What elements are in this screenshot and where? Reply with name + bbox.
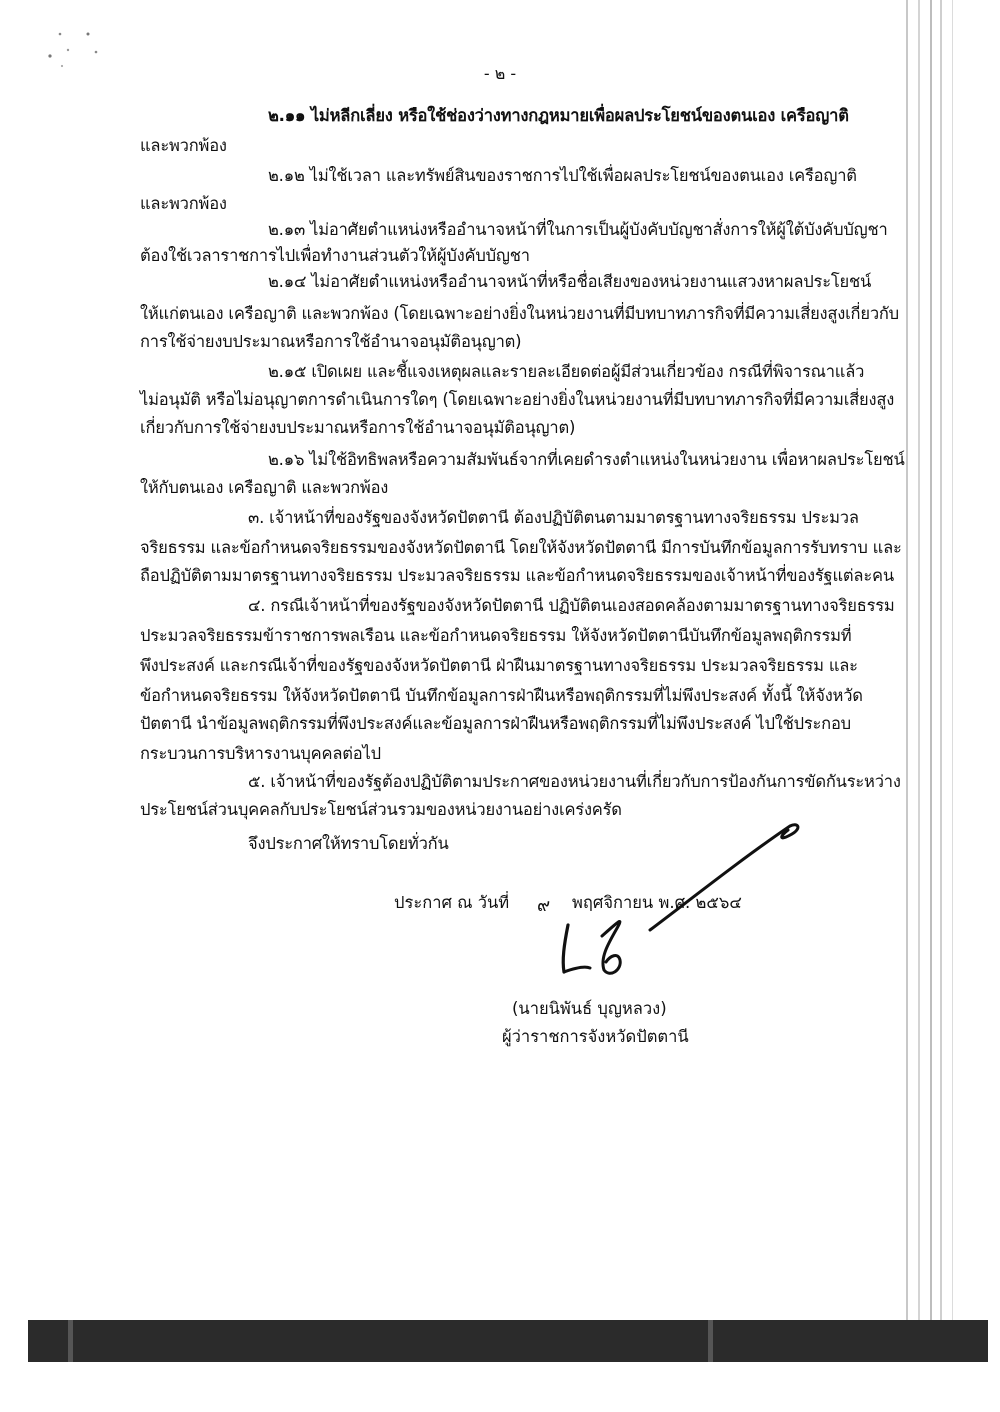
clause-2-11: ๒.๑๑ ไม่หลีกเลี่ยง หรือใช้ช่องว่างทางกฎหมายเพื่อผลประโยชน์ของตนเอง เครือญาติ (268, 106, 849, 125)
clause-3-cont: จริยธรรม และข้อกำหนดจริยธรรมของจังหวัดปัตตานี โดยให้จังหวัดปัตตานี มีการบันทึกข้อมูลการรับทราบ และ (140, 538, 902, 557)
scan-edge-line (940, 0, 942, 1320)
signatory-name: (นายนิพันธ์ บุญหลวง) (512, 999, 667, 1018)
clause-2-15: ๒.๑๕ เปิดเผย และชี้แจงเหตุผลและรายละเอียดต่อผู้มีส่วนเกี่ยวข้อง กรณีที่พิจารณาแล้ว (268, 362, 865, 381)
clause-2-16: ๒.๑๖ ไม่ใช้อิทธิพลหรือความสัมพันธ์จากที่เคยดำรงตำแหน่งในหน่วยงาน เพื่อหาผลประโยชน์ (268, 450, 905, 469)
closing-statement: จึงประกาศให้ทราบโดยทั่วกัน (248, 834, 449, 853)
clause-4-cont: กระบวนการบริหารงานบุคคลต่อไป (140, 744, 381, 763)
clause-2-12: ๒.๑๒ ไม่ใช้เวลา และทรัพย์สินของราชการไปใช้เพื่อผลประโยชน์ของตนเอง เครือญาติ (268, 166, 857, 185)
scan-edge-line (930, 0, 932, 1320)
page-number: - ๒ - (483, 64, 517, 83)
clause-2-14-cont: การใช้จ่ายงบประมาณหรือการใช้อำนาจอนุมัติอนุญาต) (140, 332, 522, 351)
clause-2-14: ๒.๑๔ ไม่อาศัยตำแหน่งหรืออำนาจหน้าที่หรือชื่อเสียงของหน่วยงานแสวงหาผลประโยชน์ (268, 272, 872, 291)
scan-edge-line (918, 0, 920, 1320)
announcement-day: ๙ (537, 895, 551, 916)
clause-5-cont: ประโยชน์ส่วนบุคคลกับประโยชน์ส่วนรวมของหน่วยงานอย่างเคร่งครัด (140, 800, 622, 819)
clause-2-13-cont: ต้องใช้เวลาราชการไปเพื่อทำงานส่วนตัวให้ผู้บังคับบัญชา (140, 246, 530, 265)
clause-2-14-cont: ให้แก่ตนเอง เครือญาติ และพวกพ้อง (โดยเฉพาะอย่างยิ่งในหน่วยงานที่มีบทบาทภารกิจที่มีความเสี่ยงสูงเกี่ยวกับ (140, 304, 899, 323)
clause-2-15-cont: ไม่อนุมัติ หรือไม่อนุญาตการดำเนินการใดๆ (โดยเฉพาะอย่างยิ่งในหน่วยงานที่มีบทบาทภารกิจที่มีความเสี่ยงสูง (140, 390, 895, 409)
signature-flourish (540, 820, 820, 1000)
clause-4-cont: พึงประสงค์ และกรณีเจ้าที่ของรัฐของจังหวัดปัตตานี ฝ่าฝืนมาตรฐานทางจริยธรรม ประมวลจริยธรรม และ (140, 656, 858, 675)
clause-2-12-cont: และพวกพ้อง (140, 194, 227, 213)
scan-edge-line (952, 0, 953, 1320)
clause-2-13: ๒.๑๓ ไม่อาศัยตำแหน่งหรืออำนาจหน้าที่ในการเป็นผู้บังคับบัญชาสั่งการให้ผู้ใต้บังคับบัญชา (268, 220, 888, 239)
scan-bottom-bar (28, 1320, 988, 1362)
clause-4: ๔. กรณีเจ้าหน้าที่ของรัฐของจังหวัดปัตตานี ปฏิบัติตนเองสอดคล้องตามมาตรฐานทางจริยธรรม (248, 596, 895, 615)
announcement-month-year: พฤศจิกายน พ.ศ. ๒๕๖๔ (572, 893, 742, 912)
announcement-date-prefix: ประกาศ ณ วันที่ (394, 893, 510, 912)
clause-4-cont: ประมวลจริยธรรมข้าราชการพลเรือน และข้อกำหนดจริยธรรม ให้จังหวัดปัตตานีบันทึกข้อมูลพฤติกรรมที่ (140, 626, 852, 645)
clause-2-15-cont: เกี่ยวกับการใช้จ่ายงบประมาณหรือการใช้อำนาจอนุมัติอนุญาต) (140, 418, 576, 437)
clause-4-cont: ปัตตานี นำข้อมูลพฤติกรรมที่พึงประสงค์และข้อมูลการฝ่าฝืนหรือพฤติกรรมที่ไม่พึงประสงค์ ไปใช้ประกอบ (140, 714, 851, 733)
clause-3: ๓. เจ้าหน้าที่ของรัฐของจังหวัดปัตตานี ต้องปฏิบัติตนตามมาตรฐานทางจริยธรรม ประมวล (248, 508, 859, 527)
clause-3-cont: ถือปฏิบัติตามมาตรฐานทางจริยธรรม ประมวลจริยธรรม และข้อกำหนดจริยธรรมของเจ้าหน้าที่ของรัฐแต่ละคน (140, 566, 894, 585)
clause-2-16-cont: ให้กับตนเอง เครือญาติ และพวกพ้อง (140, 478, 389, 497)
clause-5: ๕. เจ้าหน้าที่ของรัฐต้องปฏิบัติตามประกาศของหน่วยงานที่เกี่ยวกับการป้องกันการขัดกันระหว่าง (248, 772, 901, 791)
scan-edge-line (906, 0, 908, 1320)
clause-2-11-cont: และพวกพ้อง (140, 136, 227, 155)
signatory-position: ผู้ว่าราชการจังหวัดปัตตานี (502, 1027, 689, 1046)
clause-4-cont: ข้อกำหนดจริยธรรม ให้จังหวัดปัตตานี บันทึกข้อมูลการฝ่าฝืนหรือพฤติกรรมที่ไม่พึงประสงค์ ทั้งนี้ ให้จังหวัด (140, 686, 863, 705)
